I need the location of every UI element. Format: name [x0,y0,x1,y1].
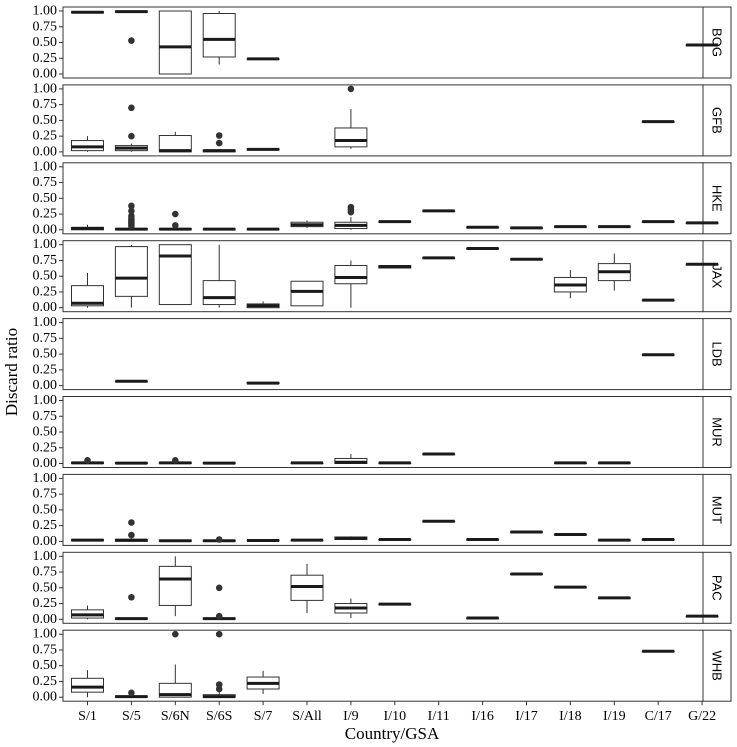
y-tick-label: 0.50 [32,580,57,596]
panel-bog [33,4,732,82]
y-tick-label: 0.00 [32,456,57,471]
iqr-box [335,265,367,283]
y-tick-label: 0.25 [32,596,57,612]
panel-gfb [33,81,732,159]
box-pac-g-22 [686,616,718,617]
box-jax-i-16 [467,248,499,249]
x-axis-title: Country/GSA [344,724,440,743]
box-mut-s-6n [159,540,191,541]
outlier-point [128,133,135,140]
box-hke-i-16 [467,227,499,228]
box-bog-s-7 [247,59,279,60]
box-mut-s-all [291,540,323,541]
y-tick-label: 1.00 [32,237,57,253]
x-tick-label: I/10 [383,709,407,725]
outlier-point [216,613,223,620]
outlier-point [128,519,135,526]
y-tick-label: 0.50 [32,346,57,362]
panel-mut [33,471,732,549]
y-tick-label: 0.25 [32,50,57,66]
box-bog-g-22 [686,45,718,46]
box-mur-i-18 [554,463,586,464]
outlier-point [172,457,179,464]
box-jax-i-17 [511,259,543,260]
facet-strip-label: PAC [709,574,725,601]
box-hke-i-19 [598,227,630,228]
outlier-point [84,457,91,464]
y-tick-label: 0.25 [32,440,57,456]
y-tick-label: 0.75 [32,486,57,502]
x-tick-label: S/All [292,709,322,725]
iqr-box [203,14,235,57]
facet-strip-label: MUT [709,495,725,524]
box-ldb-s-7 [247,382,279,383]
facet-strip-label: GFB [709,107,725,134]
box-pac-i-18 [554,587,586,588]
panel-frame [63,397,703,468]
y-tick-label: 0.00 [32,66,57,82]
facet-strip-label: WHB [709,650,725,681]
outlier-point [128,203,135,210]
box-pac-i-17 [511,574,543,575]
box-mur-i-19 [598,463,630,464]
iqr-box [115,247,147,297]
iqr-box [159,566,191,605]
x-tick-label: S/6N [160,709,190,725]
box-mur-s-all [291,463,323,464]
box-whb-c-17 [642,651,674,652]
box-jax-i-10 [379,265,411,268]
box-jax-s-all [291,281,323,306]
outlier-point [216,585,223,592]
panel-frame [63,163,703,234]
y-tick-label: 0.00 [32,533,57,549]
x-tick-label: I/18 [559,709,582,725]
y-tick-label: 0.00 [32,222,57,238]
y-tick-label: 0.75 [32,642,57,658]
box-mut-i-9 [335,536,367,540]
y-tick-label: 0.25 [32,206,57,222]
x-tick-label: C/17 [644,709,672,725]
box-hke-i-11 [423,211,455,212]
y-tick-label: 0.25 [32,518,57,534]
panel-frame [63,319,703,390]
y-tick-label: 1.00 [32,315,57,331]
box-pac-i-10 [379,604,411,605]
y-tick-label: 0.50 [32,190,57,206]
x-tick-label: S/6S [205,709,233,725]
x-tick-label: I/17 [515,709,538,725]
y-tick-label: 1.00 [32,3,57,19]
outlier-point [172,631,179,638]
facet-strip-label: HKE [709,184,725,212]
box-hke-s-7 [247,229,279,230]
box-pac-i-16 [467,618,499,619]
facet-strip-label: MUR [709,417,725,447]
box-hke-g-22 [686,223,718,224]
y-tick-label: 0.75 [32,408,57,424]
outlier-point [128,105,135,112]
x-tick-label: I/19 [603,709,626,725]
box-jax-i-11 [423,258,455,259]
box-mut-s-1 [72,540,104,541]
box-jax-g-22 [686,264,718,265]
outlier-point [216,631,223,638]
y-tick-label: 0.00 [32,611,57,627]
box-gfb-s-7 [247,149,279,150]
y-tick-label: 0.75 [32,175,57,191]
y-tick-label: 0.50 [32,502,57,518]
y-tick-label: 0.50 [32,658,57,674]
y-tick-label: 0.25 [32,362,57,378]
iqr-box [335,128,367,147]
x-tick-label: I/16 [471,709,494,725]
facet-strip-label: JAX [709,264,725,289]
facet-strip-label: LDB [709,341,725,367]
x-tick-label: I/9 [343,709,359,725]
box-hke-i-10 [379,222,411,223]
box-bog-s-6n [159,11,191,74]
y-tick-label: 0.75 [32,564,57,580]
outlier-point [216,681,223,688]
y-tick-label: 0.75 [32,252,57,268]
y-tick-label: 0.75 [32,330,57,346]
panel-jax [33,237,732,315]
y-tick-label: 1.00 [32,548,57,564]
panel-ldb [33,315,732,393]
box-hke-s-6s [203,229,235,230]
box-ldb-c-17 [642,355,674,356]
y-tick-label: 0.00 [32,378,57,394]
x-tick-label: S/7 [253,709,273,725]
y-tick-label: 0.75 [32,19,57,35]
box-hke-c-17 [642,222,674,223]
box-mur-s-5 [115,462,147,463]
panel-pac [33,549,732,627]
panel-mur [33,393,732,471]
y-tick-label: 0.25 [32,284,57,300]
box-jax-s-6n [159,245,191,305]
y-tick-label: 0.25 [32,128,57,144]
box-hke-i-18 [554,227,586,228]
outlier-point [128,37,135,44]
box-bog-s-1 [72,12,104,13]
outlier-point [216,140,223,147]
box-mut-i-19 [598,540,630,541]
box-mur-i-10 [379,463,411,464]
outlier-point [128,594,135,601]
y-axis-title: Discard ratio [2,327,21,417]
y-tick-label: 0.00 [32,300,57,316]
box-mur-s-6s [203,462,235,463]
box-mut-i-17 [511,532,543,533]
box-mut-c-17 [642,540,674,541]
box-mut-i-16 [467,540,499,541]
iqr-box [291,281,323,306]
x-tick-label: S/5 [122,709,141,725]
y-tick-label: 0.50 [32,112,57,128]
x-axis [78,701,716,724]
box-mut-i-10 [379,540,411,541]
outlier-point [216,536,223,543]
y-tick-label: 0.75 [32,97,57,113]
iqr-box [159,245,191,305]
y-tick-label: 1.00 [32,470,57,486]
outlier-point [348,86,355,93]
y-tick-label: 1.00 [32,159,57,175]
x-tick-label: S/1 [78,709,97,725]
iqr-box [203,281,235,305]
y-tick-label: 0.50 [32,268,57,284]
y-tick-label: 1.00 [32,626,57,642]
x-tick-label: G/22 [688,709,717,725]
box-gfb-c-17 [642,122,674,123]
x-tick-label: I/11 [427,709,450,725]
box-pac-i-19 [598,598,630,599]
box-bog-s-6s [203,11,235,65]
outlier-point [172,211,179,218]
y-tick-label: 0.00 [32,689,57,705]
iqr-box [159,11,191,74]
panel-hke [33,159,732,237]
outlier-point [128,532,135,539]
y-tick-label: 0.50 [32,35,57,50]
box-ldb-s-5 [115,381,147,382]
box-mur-i-11 [423,454,455,455]
panel-frame [63,474,703,545]
box-hke-i-17 [511,228,543,229]
outlier-point [172,222,179,229]
y-tick-label: 1.00 [32,393,57,408]
y-tick-label: 0.50 [32,424,57,440]
outlier-point [348,204,355,211]
iqr-box [72,678,104,692]
y-tick-label: 0.00 [32,144,57,160]
box-jax-c-17 [642,300,674,301]
y-tick-label: 0.25 [32,673,57,689]
outlier-point [128,689,135,696]
box-mut-i-18 [554,534,586,535]
box-mut-s-7 [247,540,279,541]
facet-panels [33,4,732,705]
box-mut-i-11 [423,521,455,522]
facet-strip-label: BOG [709,28,725,57]
outlier-point [216,132,223,139]
panel-whb [33,627,732,705]
y-tick-label: 1.00 [32,81,57,97]
